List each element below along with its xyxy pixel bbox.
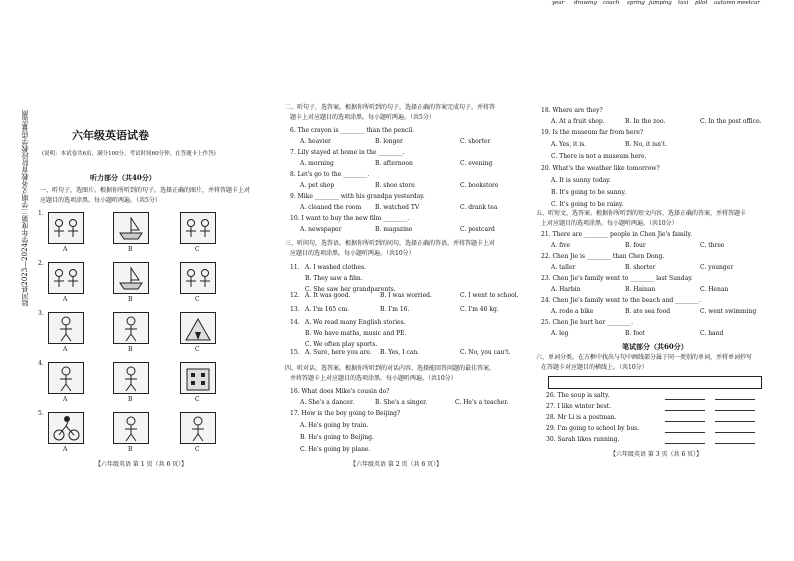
question-number: 15.: [290, 349, 300, 356]
answer-option: B. Hainan: [625, 286, 656, 293]
picture-option-label: B: [128, 396, 133, 403]
answer-line[interactable]: [715, 421, 755, 422]
answer-option: A. I'm 165 cm.: [305, 306, 350, 313]
question-stem: 10. I want to buy the new film ________.: [290, 215, 410, 222]
picture-option-label: C: [195, 446, 200, 453]
answer-option: C. I went to school.: [460, 292, 519, 299]
question-stem: 21. There are ________ people in Chen Jie's family.: [541, 231, 693, 238]
question-stem: 7. Lily stayed at home in the ________.: [290, 149, 405, 156]
picture-option-label: A: [63, 446, 68, 453]
picture-option-label: C: [195, 246, 200, 253]
answer-option: C. younger: [700, 264, 734, 271]
picture-option-label: A: [63, 396, 68, 403]
tent-icon: [180, 312, 216, 344]
answer-option: A. She's a dancer.: [300, 399, 355, 406]
answer-option: B. In the zoo.: [625, 118, 666, 125]
q1-line2: 应题目的选项涂黑。每小题听两遍。（共5分）: [40, 197, 161, 204]
answer-option: B. No, it isn't.: [625, 141, 667, 148]
answer-line[interactable]: [665, 399, 705, 400]
answer-option: A. taller: [551, 264, 576, 271]
question-number: 11.: [290, 264, 300, 271]
answer-option: A. I washed clothes.: [305, 264, 367, 271]
word-choice: jumping: [649, 0, 672, 6]
answer-option: C. drank tea: [460, 204, 498, 211]
girl-icon: [113, 412, 149, 444]
answer-line[interactable]: [665, 421, 705, 422]
question-stem: 8. Let's go to the ________.: [290, 171, 370, 178]
fill-sentence: 27. I like winter best.: [546, 403, 612, 410]
page1-footer: 【六年级英语 第 1 页（共 6 页）】: [95, 461, 188, 468]
answer-option: B. He's going to Beijing.: [300, 434, 374, 441]
picture-option-label: B: [128, 246, 133, 253]
instructions: (说明：本试卷共6页，满分100分，考试时间60分钟，在答题卡上作答): [42, 151, 216, 157]
rowing-icon: [113, 262, 149, 294]
question-stem: 24. Chen Jie's family went to the beach and ________.: [541, 297, 702, 304]
fill-sentence: 26. The soup is salty.: [546, 392, 610, 399]
q6-line1: 六、单词分类。在方框中找出与句中画线部分属于同一类别的单词，并将单词抄写: [536, 354, 753, 361]
answer-option: B. shoe store: [375, 182, 415, 189]
answer-option: C. evening: [460, 160, 493, 167]
question-stem: 19. Is the museum far from here?: [541, 129, 644, 136]
q3-line1: 三、听问句，选答语。根据你所听到的问句，选择正确的答语，并将答题卡上对: [285, 240, 496, 247]
question-stem: 9. Mike ________ with his grandpa yesterday.: [290, 193, 425, 200]
building-icon: [180, 362, 216, 394]
answer-option: A. At a fruit shop.: [551, 118, 605, 125]
answer-option: C. There is not a museum here.: [551, 153, 647, 160]
answer-line[interactable]: [715, 432, 755, 433]
q3-line2: 应题目的选项涂黑。每小题听两遍。（共10分）: [290, 250, 415, 257]
picture-option-label: B: [128, 296, 133, 303]
word-choice: meet: [737, 0, 751, 6]
picture-option-label: A: [63, 296, 68, 303]
answer-option: B. afternoon: [375, 160, 413, 167]
answer-option: C. She saw her grandparents.: [305, 286, 396, 293]
answer-option: A. Sure, here you are.: [305, 349, 372, 356]
answer-option: A. newspaper: [300, 226, 342, 233]
picture-option-label: C: [195, 346, 200, 353]
question-stem: 20. What's the weather like tomorrow?: [541, 165, 660, 172]
question-stem: 25. Chen Jie hurt her ________.: [541, 319, 634, 326]
answer-option: B. Yes, I can.: [380, 349, 420, 356]
written-header: 笔试部分（共60分）: [622, 342, 688, 351]
answer-option: C. No, you can't.: [460, 349, 511, 356]
exam-title: 六年级英语试卷: [72, 129, 149, 142]
picture-row-number: 5.: [38, 410, 44, 417]
answer-option: C. three: [700, 242, 725, 249]
q2-line1: 二、听句子，选答案。根据你所听到的句子，选择正确的答案完成句子，并将答: [285, 104, 496, 111]
horse-rider-icon: [48, 312, 84, 344]
q5-line1: 五、听短文，选答案。根据你所听到的短文内容，选择正确的答案，并将答题卡: [536, 210, 747, 217]
family-icon: [180, 262, 216, 294]
picture-option-label: C: [195, 396, 200, 403]
word-choice: autumn: [714, 0, 736, 6]
person-icon: [113, 312, 149, 344]
dancer-icon: [180, 412, 216, 444]
page2-footer: 【六年级英语 第 2 页（共 6 页）】: [350, 461, 443, 468]
answer-option: B. She's a singer.: [375, 399, 428, 406]
picture-option-label: B: [128, 346, 133, 353]
answer-option: B. I'm 16.: [380, 306, 410, 313]
kids-group-icon: [180, 212, 216, 244]
word-box: [548, 376, 762, 389]
answer-option: A. Harbin: [551, 286, 581, 293]
word-choice: spring: [627, 0, 645, 6]
dancing-icon: [48, 362, 84, 394]
question-number: 13.: [290, 306, 300, 313]
answer-option: B. magazine: [375, 226, 413, 233]
q2-line2: 题卡上对应题目的选项涂黑。每小题听两遍。（共5分）: [290, 114, 435, 121]
word-choice: coach: [603, 0, 620, 6]
answer-option: A. We read many English stories.: [305, 319, 406, 326]
answer-option: C. shorter: [460, 138, 491, 145]
answer-option: C. He's a teacher.: [455, 399, 509, 406]
answer-option: A. morning: [300, 160, 334, 167]
side-title: 陆河县2023—2024学年度第二学期义务教育阶段教学质量监测: [21, 110, 29, 307]
fill-sentence: 29. I'm going to school by bus.: [546, 425, 640, 432]
page3-footer: 【六年级英语 第 3 页（共 6 页）】: [610, 451, 703, 458]
answer-option: C. went swimming: [700, 308, 757, 315]
fill-sentence: 28. Mr Li is a postman.: [546, 414, 617, 421]
word-choice: drawing: [574, 0, 597, 6]
answer-option: C. bookstore: [460, 182, 499, 189]
answer-option: A. rode a bike: [551, 308, 594, 315]
question-number: 12.: [290, 292, 300, 299]
walking-icon: [113, 362, 149, 394]
answer-option: A. It is sunny today.: [551, 177, 611, 184]
answer-option: B. shorter: [625, 264, 656, 271]
question-stem: 23. Chen Jie's family went to ________ last Sunday.: [541, 275, 693, 282]
picture-option-label: A: [63, 346, 68, 353]
answer-option: B. They saw a film.: [305, 275, 363, 282]
picture-option-label: B: [128, 446, 133, 453]
answer-option: B. We have maths, music and PE.: [305, 330, 407, 337]
answer-option: C. In the post office.: [700, 118, 762, 125]
boat-icon: [113, 212, 149, 244]
answer-option: B. four: [625, 242, 646, 249]
answer-option: C. It's going to be rainy.: [551, 201, 624, 208]
answer-option: A. heavier: [300, 138, 331, 145]
answer-option: A. Yes, it is.: [551, 141, 587, 148]
answer-option: A. He's going by train.: [300, 422, 369, 429]
picture-row-number: 3.: [38, 310, 44, 317]
cyclist-icon: [48, 412, 84, 444]
children-icon: [48, 212, 84, 244]
question-stem: 22. Chen Jie is ________ than Chen Dong.: [541, 253, 665, 260]
answer-line[interactable]: [665, 410, 705, 411]
answer-line[interactable]: [665, 443, 705, 444]
question-stem: 17. How is the boy going to Beijing?: [290, 410, 401, 417]
answer-option: C. Henan: [700, 286, 729, 293]
answer-option: B. foot: [625, 330, 646, 337]
q5-line2: 上对应题目的选项涂黑。每小题听两遍。（共10分）: [541, 220, 678, 227]
answer-option: B. longer: [375, 138, 403, 145]
answer-option: B. watched TV: [375, 204, 420, 211]
picture-row-number: 4.: [38, 360, 44, 367]
answer-option: A. It was good.: [305, 292, 351, 299]
picture-option-label: A: [63, 246, 68, 253]
answer-option: C. postcard: [460, 226, 495, 233]
answer-option: C. I'm 46 kg.: [460, 306, 499, 313]
question-stem: 18. Where are they?: [541, 107, 603, 114]
couple-icon: [48, 262, 84, 294]
answer-option: A. leg: [551, 330, 569, 337]
answer-option: B. ate sea food: [625, 308, 671, 315]
answer-line[interactable]: [715, 443, 755, 444]
answer-line[interactable]: [715, 410, 755, 411]
word-choice: year: [552, 0, 565, 6]
question-stem: 16. What does Mike's cousin do?: [290, 388, 390, 395]
q4-line1: 四、听对话，选答案。根据你所听到的对话内容，选择能回答问题的最佳答案，: [285, 365, 496, 372]
q6-line2: 在答题卡对应题目的横线上。（共10分）: [541, 364, 648, 371]
word-choice: taxi: [678, 0, 689, 6]
answer-option: B. I was worried.: [380, 292, 432, 299]
picture-row-number: 2.: [38, 260, 44, 267]
answer-option: A. five: [551, 242, 571, 249]
picture-row-number: 1.: [38, 210, 44, 217]
word-choice: car: [751, 0, 760, 6]
q1-line1: 一、听句子，选图片。根据你所听到的句子，选择正确的图片，并将答题卡上对: [40, 187, 251, 194]
fill-sentence: 30. Sarah likes running.: [546, 436, 620, 443]
answer-option: C. He's going by plane.: [300, 446, 371, 453]
answer-option: A. pet shop: [300, 182, 335, 189]
answer-option: B. It's going to be sunny.: [551, 189, 627, 196]
q4-line2: 并将答题卡上对应题目的选项涂黑。每小题听两遍。（共10分）: [290, 375, 457, 382]
answer-option: A. cleaned the room: [300, 204, 362, 211]
question-stem: 6. The crayon is ________ than the pencil.: [290, 127, 415, 134]
word-choice: pilot: [695, 0, 708, 6]
answer-line[interactable]: [665, 432, 705, 433]
answer-option: C. hand: [700, 330, 724, 337]
listening-header: 听力部分（共40分）: [90, 173, 156, 182]
question-number: 14.: [290, 319, 300, 326]
answer-option: C. We often play sports.: [305, 341, 378, 348]
answer-line[interactable]: [715, 399, 755, 400]
picture-option-label: C: [195, 296, 200, 303]
